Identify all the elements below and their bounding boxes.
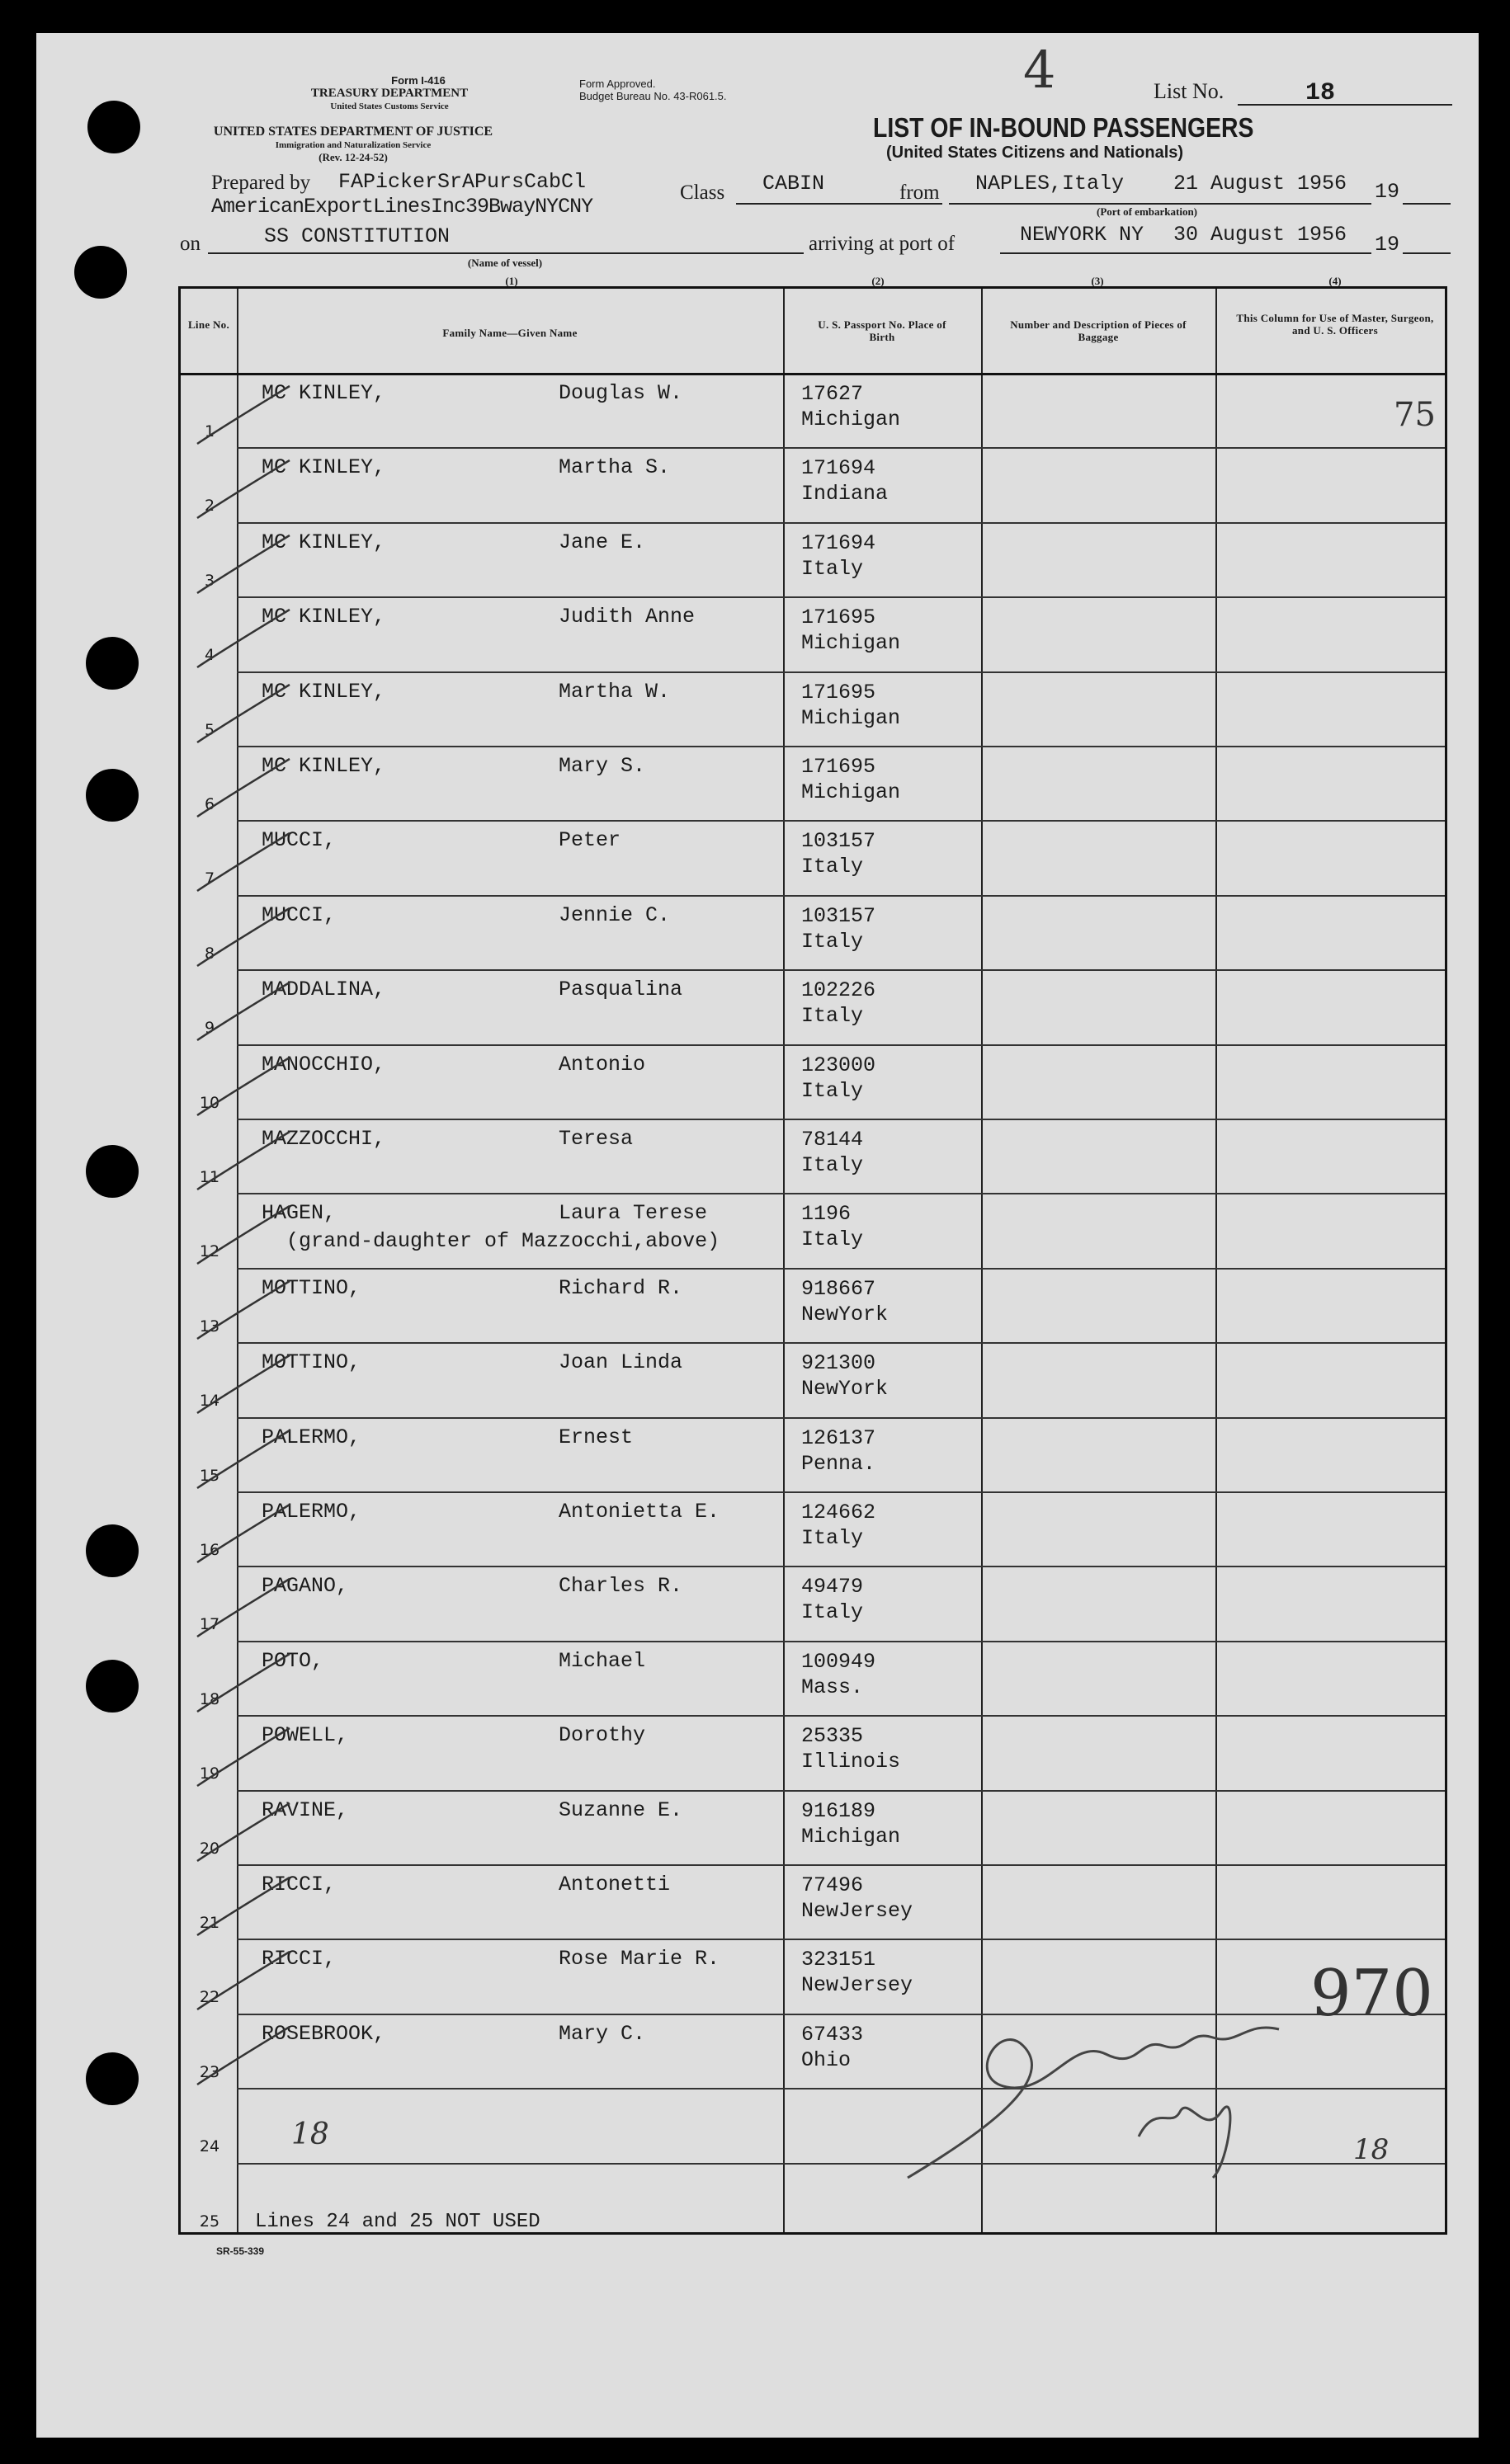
line-number: 5 bbox=[204, 720, 215, 739]
punch-hole bbox=[86, 637, 139, 690]
from-line bbox=[949, 203, 1371, 205]
year-suffix-1: 19 bbox=[1375, 180, 1400, 204]
family-name: MOTTINO, bbox=[262, 1350, 361, 1375]
passport-cell bbox=[801, 903, 875, 954]
family-name: PALERMO, bbox=[262, 1425, 361, 1449]
given-name: Rose Marie R. bbox=[559, 1947, 720, 1972]
given-name: Mary S. bbox=[559, 754, 646, 778]
passport-number: 49479 bbox=[801, 1575, 864, 1599]
year-line-2 bbox=[1403, 252, 1451, 254]
check-mark-icon bbox=[194, 756, 293, 822]
vessel-caption: (Name of vessel) bbox=[467, 257, 543, 269]
punch-hole bbox=[86, 1524, 139, 1577]
punch-hole bbox=[86, 1145, 139, 1198]
class-label: Class bbox=[680, 181, 725, 204]
given-name: Peter bbox=[559, 828, 621, 853]
line-number: 19 bbox=[199, 1764, 220, 1783]
passport-number: 171694 bbox=[801, 530, 876, 555]
family-name: MANOCCHIO, bbox=[262, 1052, 386, 1077]
vessel-line bbox=[208, 252, 804, 254]
place-of-birth: Italy bbox=[801, 1600, 864, 1625]
table-row bbox=[181, 375, 1445, 449]
place-of-birth: NewJersey bbox=[801, 1973, 913, 1998]
port-embarkation-caption: (Port of embarkation) bbox=[1096, 205, 1198, 218]
family-name: MC KINLEY, bbox=[262, 381, 386, 405]
family-name: MUCCI, bbox=[262, 902, 337, 927]
table-row bbox=[181, 1194, 1445, 1269]
vessel-name: SS CONSTITUTION bbox=[264, 224, 451, 248]
line-number: 10 bbox=[199, 1093, 220, 1112]
given-name: Jane E. bbox=[559, 530, 646, 554]
arriving-label: arriving at port of bbox=[809, 233, 956, 255]
line-number: 4 bbox=[204, 646, 215, 665]
passport-number: 67433 bbox=[801, 2022, 864, 2047]
passenger-table bbox=[178, 286, 1447, 2235]
check-mark-icon bbox=[194, 457, 293, 523]
table-row bbox=[181, 1046, 1445, 1120]
given-name: Laura Terese bbox=[559, 1201, 708, 1226]
list-number-value: 18 bbox=[1305, 79, 1336, 107]
form-approved: Form Approved. bbox=[579, 78, 656, 90]
budget-bureau: Budget Bureau No. 43-R061.5. bbox=[579, 90, 727, 102]
place-of-birth: Italy bbox=[801, 1004, 864, 1029]
column-index-4: (4) bbox=[1328, 275, 1342, 287]
column-header-passport: U. S. Passport No. Place of Birth bbox=[818, 318, 946, 343]
from-port: NAPLES,Italy bbox=[975, 172, 1125, 196]
family-name: RICCI, bbox=[262, 1873, 337, 1896]
given-name: Martha S. bbox=[559, 455, 671, 480]
check-mark-icon bbox=[194, 1427, 293, 1493]
place-of-birth: Italy bbox=[801, 1526, 864, 1550]
passport-cell bbox=[801, 1350, 888, 1402]
given-name: Dorothy bbox=[559, 1723, 646, 1748]
line-number: 15 bbox=[199, 1466, 220, 1485]
table-row bbox=[181, 1419, 1445, 1493]
family-name: HAGEN, bbox=[262, 1201, 337, 1226]
passport-cell bbox=[801, 1425, 875, 1477]
officer-mark: 75 bbox=[1394, 396, 1436, 434]
check-mark-icon bbox=[194, 1278, 293, 1344]
check-mark-icon bbox=[194, 2023, 293, 2089]
place-of-birth: Illinois bbox=[801, 1750, 901, 1774]
line-number: 7 bbox=[204, 869, 215, 888]
passport-number: 171694 bbox=[801, 456, 876, 481]
place-of-birth: Italy bbox=[801, 1227, 864, 1252]
line-number: 17 bbox=[199, 1615, 220, 1634]
passport-number: 1196 bbox=[801, 1202, 852, 1227]
place-of-birth: Michigan bbox=[801, 1824, 901, 1849]
place-of-birth: Michigan bbox=[801, 780, 901, 804]
column-header-baggage: Number and Description of Pieces of Baggage bbox=[1010, 318, 1187, 343]
table-row bbox=[181, 1493, 1445, 1567]
family-name: MC KINLEY, bbox=[262, 455, 386, 480]
table-row bbox=[181, 1344, 1445, 1418]
passport-number: 171695 bbox=[801, 605, 876, 630]
passport-number: 77496 bbox=[801, 1873, 864, 1897]
year-suffix-2: 19 bbox=[1375, 233, 1400, 257]
table-row bbox=[181, 897, 1445, 971]
given-name: Ernest bbox=[559, 1425, 634, 1449]
passport-cell bbox=[801, 1798, 900, 1849]
column-index-3: (3) bbox=[1091, 275, 1104, 287]
preparer-company: AmericanExportLinesInc39BwayNYCNY bbox=[211, 195, 593, 219]
family-name: POWELL, bbox=[262, 1723, 349, 1748]
passport-cell bbox=[801, 680, 900, 731]
line-number: 18 bbox=[199, 1689, 220, 1708]
arrival-line bbox=[1000, 252, 1371, 254]
not-used-note: Lines 24 and 25 NOT USED bbox=[255, 2210, 540, 2233]
line-number: 13 bbox=[199, 1317, 220, 1336]
given-name: Michael bbox=[559, 1648, 646, 1673]
table-row bbox=[181, 1120, 1445, 1194]
list-title: LIST OF IN-BOUND PASSENGERS bbox=[873, 112, 1254, 143]
given-name: Martha W. bbox=[559, 679, 671, 704]
punch-hole bbox=[86, 1660, 139, 1713]
family-name: RICCI, bbox=[262, 1947, 337, 1972]
line-number: 8 bbox=[204, 944, 215, 963]
family-name: MC KINLEY, bbox=[262, 605, 386, 629]
place-of-birth: Mass. bbox=[801, 1675, 864, 1699]
passport-number: 102226 bbox=[801, 978, 876, 1003]
place-of-birth: NewJersey bbox=[801, 1899, 913, 1923]
check-mark-icon bbox=[194, 1501, 293, 1567]
column-index-1: (1) bbox=[505, 275, 518, 287]
given-name: Richard R. bbox=[559, 1275, 683, 1300]
family-name: PALERMO, bbox=[262, 1500, 361, 1524]
table-row bbox=[181, 1792, 1445, 1866]
punch-hole bbox=[74, 246, 127, 299]
place-of-birth: Ohio bbox=[801, 2047, 852, 2072]
handwritten-page-number: 4 bbox=[1023, 40, 1056, 100]
list-number-line bbox=[1238, 104, 1452, 106]
line-number: 11 bbox=[199, 1168, 220, 1186]
table-row bbox=[181, 1866, 1445, 1940]
family-name: ROSEBROOK, bbox=[262, 2021, 386, 2046]
given-name: Antonietta E. bbox=[559, 1500, 720, 1524]
arrival-port: NEWYORK NY bbox=[1020, 223, 1144, 247]
place-of-birth: NewYork bbox=[801, 1302, 889, 1326]
column-header-name: Family Name—Given Name bbox=[442, 327, 578, 339]
given-name: Teresa bbox=[559, 1127, 634, 1151]
passport-number: 916189 bbox=[801, 1798, 876, 1823]
check-mark-icon bbox=[194, 1800, 293, 1866]
family-name: MOTTINO, bbox=[262, 1275, 361, 1300]
passport-cell bbox=[801, 455, 888, 506]
check-mark-icon bbox=[194, 1874, 293, 1940]
check-mark-icon bbox=[194, 383, 293, 449]
handwritten-18: 18 bbox=[1353, 2133, 1390, 2166]
line-number: 6 bbox=[204, 795, 215, 813]
line-number: 24 bbox=[199, 2137, 220, 2156]
form-number: Form I-416 bbox=[391, 74, 446, 87]
given-name: Suzanne E. bbox=[559, 1797, 683, 1822]
family-name: MAZZOCCHI, bbox=[262, 1127, 386, 1151]
table-row bbox=[181, 598, 1445, 672]
family-name: MADDALINA, bbox=[262, 978, 386, 1002]
passport-number: 25335 bbox=[801, 1724, 864, 1749]
table-row bbox=[181, 449, 1445, 523]
line-number: 3 bbox=[204, 571, 215, 590]
check-mark-icon bbox=[194, 979, 293, 1045]
given-name: Judith Anne bbox=[559, 605, 696, 629]
line-number: 20 bbox=[199, 1839, 220, 1858]
punch-hole bbox=[86, 769, 139, 822]
passport-cell bbox=[801, 381, 900, 432]
passport-number: 171695 bbox=[801, 680, 876, 704]
prepared-by-label: Prepared by bbox=[211, 172, 311, 194]
given-name: Jennie C. bbox=[559, 902, 671, 927]
check-mark-icon bbox=[194, 681, 293, 747]
table-row bbox=[181, 524, 1445, 598]
check-mark-icon bbox=[194, 1128, 293, 1194]
column-index-2: (2) bbox=[871, 275, 885, 287]
line-number: 21 bbox=[199, 1914, 220, 1932]
place-of-birth: Michigan bbox=[801, 631, 901, 656]
passport-number: 171695 bbox=[801, 755, 876, 779]
table-row bbox=[181, 1717, 1445, 1791]
year-line-1 bbox=[1403, 203, 1451, 205]
passport-number: 100949 bbox=[801, 1649, 876, 1674]
line-number: 23 bbox=[199, 2062, 220, 2081]
class-value: CABIN bbox=[762, 172, 825, 196]
given-name: Joan Linda bbox=[559, 1350, 683, 1375]
family-name: MC KINLEY, bbox=[262, 679, 386, 704]
table-row bbox=[181, 1567, 1445, 1642]
table-row bbox=[181, 747, 1445, 822]
form-code: SR-55-339 bbox=[216, 2245, 265, 2257]
passport-cell bbox=[801, 754, 900, 805]
passport-number: 921300 bbox=[801, 1351, 876, 1376]
place-of-birth: Indiana bbox=[801, 482, 889, 506]
line-number: 9 bbox=[204, 1019, 215, 1038]
family-name: MC KINLEY, bbox=[262, 530, 386, 554]
given-name: Antonio bbox=[559, 1052, 646, 1077]
line-number: 2 bbox=[204, 497, 215, 516]
family-name: RAVINE, bbox=[262, 1797, 349, 1822]
family-name: MC KINLEY, bbox=[262, 754, 386, 778]
family-name: MUCCI, bbox=[262, 828, 337, 853]
family-name: POTO, bbox=[262, 1648, 324, 1673]
place-of-birth: Italy bbox=[801, 855, 864, 879]
arrival-date: 30 August 1956 bbox=[1173, 223, 1347, 247]
passport-number: 17627 bbox=[801, 382, 864, 406]
check-mark-icon bbox=[194, 905, 293, 971]
passport-cell bbox=[801, 978, 875, 1029]
check-mark-icon bbox=[194, 1725, 293, 1791]
place-of-birth: Italy bbox=[801, 1153, 864, 1177]
passport-cell bbox=[801, 1276, 888, 1327]
check-mark-icon bbox=[194, 1352, 293, 1418]
punch-hole bbox=[87, 101, 140, 153]
family-name: PAGANO, bbox=[262, 1574, 349, 1599]
table-row bbox=[181, 1642, 1445, 1717]
passport-cell bbox=[801, 828, 875, 879]
passport-number: 323151 bbox=[801, 1948, 876, 1972]
place-of-birth: Italy bbox=[801, 929, 864, 954]
place-of-birth: Italy bbox=[801, 556, 864, 581]
passport-number: 126137 bbox=[801, 1425, 876, 1450]
revision-date: (Rev. 12-24-52) bbox=[319, 151, 388, 163]
check-mark-icon bbox=[194, 1054, 293, 1120]
treasury-department: TREASURY DEPARTMENT bbox=[310, 87, 469, 100]
given-name: Pasqualina bbox=[559, 978, 683, 1002]
table-row bbox=[181, 1270, 1445, 1344]
line-number: 16 bbox=[199, 1541, 220, 1559]
place-of-birth: NewYork bbox=[801, 1377, 889, 1402]
check-mark-icon bbox=[194, 1948, 293, 2014]
table-row bbox=[181, 822, 1445, 896]
line-number: 12 bbox=[199, 1242, 220, 1261]
row-note: (grand-daughter of Mazzocchi,above) bbox=[286, 1229, 720, 1254]
given-name: Douglas W. bbox=[559, 381, 683, 405]
table-row bbox=[181, 971, 1445, 1045]
place-of-birth: Michigan bbox=[801, 705, 901, 730]
passport-number: 124662 bbox=[801, 1501, 876, 1524]
line-number: 14 bbox=[199, 1392, 220, 1411]
on-label: on bbox=[180, 233, 201, 255]
passport-cell bbox=[801, 2022, 863, 2073]
handwritten-note: 18 bbox=[291, 2118, 329, 2152]
given-name: Mary C. bbox=[559, 2021, 646, 2046]
punch-hole bbox=[86, 2052, 139, 2105]
list-subtitle: (United States Citizens and Nationals) bbox=[886, 144, 1184, 162]
check-mark-icon bbox=[194, 1651, 293, 1717]
check-mark-icon bbox=[194, 606, 293, 672]
customs-service: United States Customs Service bbox=[330, 101, 449, 111]
check-mark-icon bbox=[194, 830, 293, 896]
passport-number: 103157 bbox=[801, 829, 876, 854]
passport-cell bbox=[801, 1723, 900, 1774]
line-number: 22 bbox=[199, 1988, 220, 2007]
table-row bbox=[181, 673, 1445, 747]
place-of-birth: Penna. bbox=[801, 1451, 876, 1476]
place-of-birth: Michigan bbox=[801, 408, 901, 431]
signature-scrawl bbox=[891, 1947, 1353, 2194]
passport-cell bbox=[801, 530, 875, 582]
check-mark-icon bbox=[194, 1203, 293, 1269]
passport-cell bbox=[801, 1500, 875, 1551]
line-number: 25 bbox=[199, 2212, 220, 2231]
handwritten-total: 970 bbox=[1310, 1957, 1433, 2031]
list-number-label: List No. bbox=[1154, 79, 1225, 103]
check-mark-icon bbox=[194, 532, 293, 598]
place-of-birth: Italy bbox=[801, 1078, 864, 1103]
passport-number: 103157 bbox=[801, 903, 876, 928]
passport-number: 78144 bbox=[801, 1128, 864, 1152]
given-name: Antonetti bbox=[559, 1873, 671, 1896]
given-name: Charles R. bbox=[559, 1574, 683, 1599]
passport-cell bbox=[801, 1127, 863, 1178]
passport-cell bbox=[801, 1574, 863, 1625]
passport-cell bbox=[801, 1649, 875, 1700]
preparer-name: FAPickerSrAPursCabCl bbox=[338, 170, 587, 194]
departure-date: 21 August 1956 bbox=[1173, 172, 1347, 196]
passport-cell bbox=[801, 1201, 863, 1252]
column-header-line-no: Line No. bbox=[187, 318, 230, 331]
passport-cell bbox=[801, 1873, 913, 1924]
ins-service: Immigration and Naturalization Service bbox=[275, 140, 432, 150]
passport-number: 123000 bbox=[801, 1053, 876, 1077]
justice-department: UNITED STATES DEPARTMENT OF JUSTICE bbox=[213, 125, 493, 139]
passport-number: 918667 bbox=[801, 1276, 876, 1301]
passport-cell bbox=[801, 605, 900, 656]
from-label: from bbox=[899, 181, 940, 204]
line-number: 1 bbox=[204, 422, 215, 441]
column-header-officers: This Column for Use of Master, Surgeon, and U. S. Officers bbox=[1236, 312, 1434, 337]
check-mark-icon bbox=[194, 1576, 293, 1642]
passport-cell bbox=[801, 1053, 875, 1104]
